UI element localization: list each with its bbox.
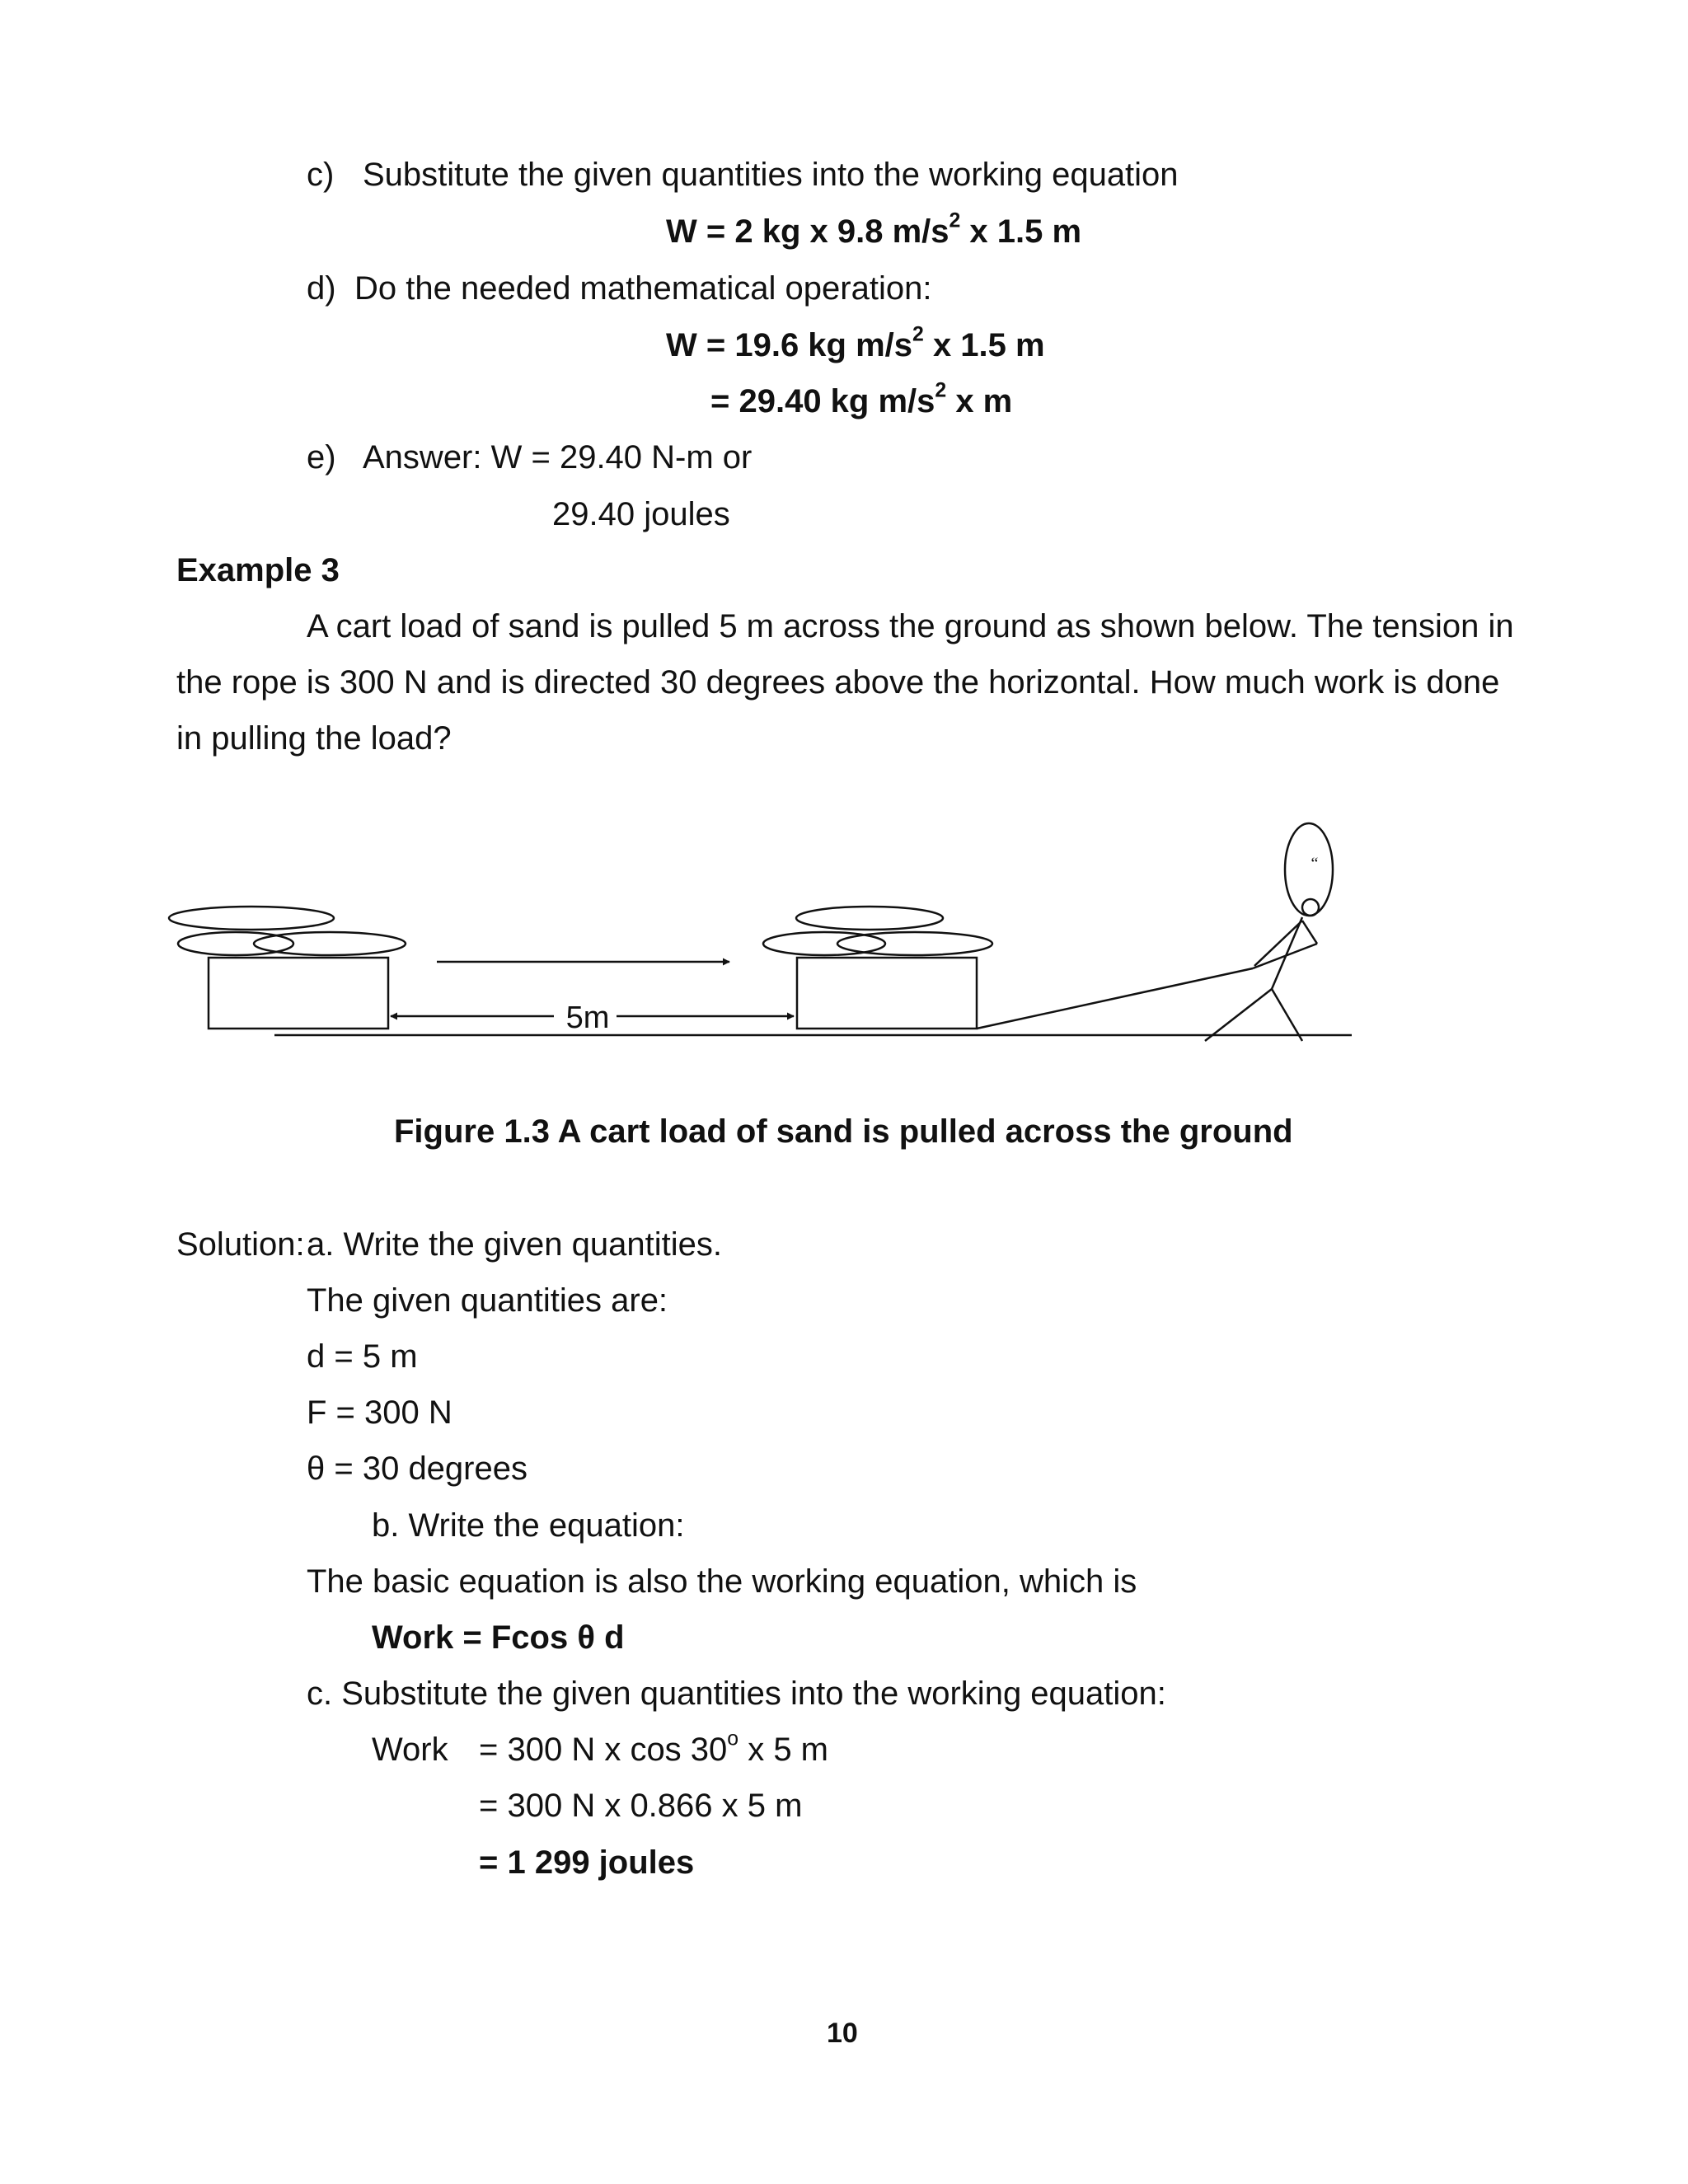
arm-lower [1253,944,1317,968]
solution-label: Solution: [176,1226,305,1263]
equation-1: W = 2 kg x 9.8 $m/s^2$ x 1.5 m [666,209,1082,250]
calc-result: = 1 299 joules [479,1844,695,1881]
cart-end [763,907,992,1029]
equation-3: = 29.40 kg $m/s^2$ x m [710,379,1013,419]
calc-step-2: = 300 N x 0.866 x 5 m [479,1788,803,1824]
step-e-text: Answer: W = 29.40 N-m or [363,439,753,476]
step-d-label: d) [307,270,336,307]
basic-equation-text: The basic equation is also the working equation, which is [307,1563,1137,1600]
equation-2: W = 19.6 kg $m/s^2$ x 1.5 m [666,323,1045,363]
sand-heap-top [169,907,334,930]
mouth [1302,899,1319,916]
step-e-text-2: 29.40 joules [552,496,730,532]
step-d-text: Do the needed mathematical operation: [354,270,932,307]
arm-upper [1302,921,1317,944]
sand-heap-right [254,932,406,955]
calc-step-1: = 300 N x cos 30$^o$ x 5 m [479,1727,828,1768]
leg-left [1205,989,1272,1041]
step-c-text: Substitute the given quantities into the working equation [363,157,1179,193]
given-distance: d = 5 m [307,1338,418,1375]
example-paragraph-line-3: in pulling the load? [176,720,452,757]
solution-step-a: a. Write the given quantities. [307,1226,722,1263]
distance-label: 5m [565,1001,610,1035]
torso [1272,917,1302,989]
given-force: F = 300 N [307,1394,452,1431]
solution-step-c: c. Substitute the given quantities into the working equation: [307,1675,1166,1712]
work-equation: Work = Fcos θ d [372,1619,625,1656]
sand-heap-right-end [837,932,992,955]
page-number: 10 [827,2018,858,2049]
example-paragraph-line-1: A cart load of sand is pulled 5 m across the ground as shown below. The tension in [307,608,1514,644]
figure-caption: Figure 1.3 A cart load of sand is pulled across the ground [394,1113,1293,1150]
leg-right [1272,989,1302,1041]
sand-heap-top-end [796,907,943,930]
step-e-label: e) [307,439,336,476]
example-paragraph-line-2: the rope is 300 N and is directed 30 degrees above the horizontal. How much work is done [176,664,1500,701]
given-quantities-intro: The given quantities are: [307,1282,668,1319]
mouth-quote-glyph: “ [1311,855,1319,873]
cart-start-box [209,958,388,1029]
rope [977,968,1253,1029]
cart-start [169,907,406,1029]
example-heading: Example 3 [176,552,340,588]
given-angle: θ = 30 degrees [307,1451,528,1487]
step-c-label: c) [307,157,335,193]
work-label: Work [372,1732,448,1768]
cart-end-box [797,958,977,1029]
head [1285,823,1333,916]
solution-step-b: b. Write the equation: [372,1507,685,1544]
